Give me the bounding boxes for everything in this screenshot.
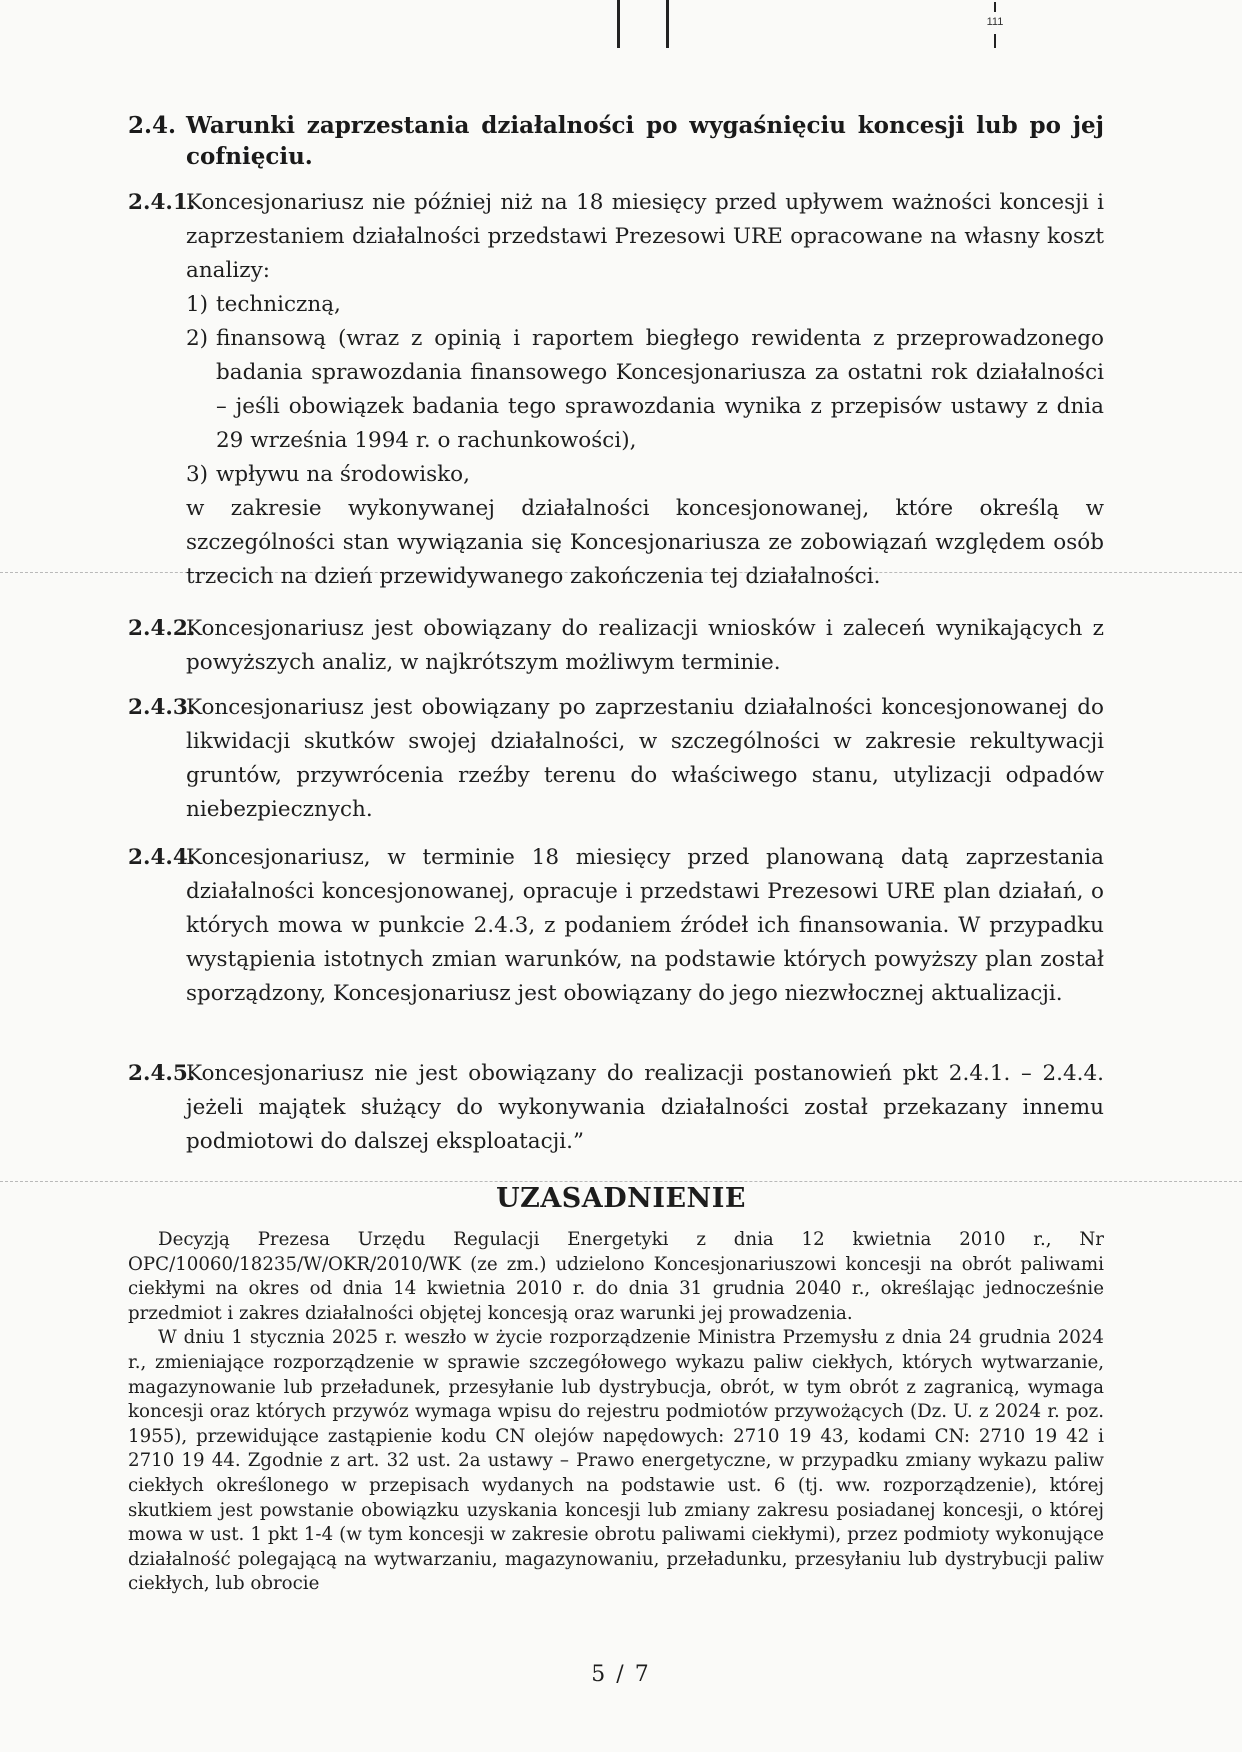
section-heading [128,110,1104,172]
fold-line [0,1181,1242,1182]
paragraph-2-4-1 [128,186,1104,594]
paragraph-text: Koncesjonariusz jest obowiązany do realizacji wniosków i zaleceń wynikających z powyższych analiz, w najkrótszym możliwym terminie. [186,616,1104,675]
paragraph-2-4-3 [128,691,1104,827]
page-marker-tick-top [994,2,996,12]
scan-marks [0,0,1242,60]
page-number: 5 / 7 [591,1662,651,1687]
paragraph-number: 2.4.3. [128,695,196,720]
paragraph-text: Koncesjonariusz jest obowiązany po zaprzestaniu działalności koncesjonowanej do likwidacji skutków swojej działalności, w szczególności w zakresie rekultywacji gruntów, przywrócenia rzeźby terenu do właściwego stanu, utylizacji odpadów niebezpiecznych. [186,695,1104,822]
section-title: Warunki zaprzestania działalności po wygaśnięciu koncesji lub po jej cofnięciu. [186,112,1104,170]
binding-mark-right [666,0,669,48]
paragraph-text: Koncesjonariusz nie jest obowiązany do realizacji postanowień pkt 2.4.1. – 2.4.4. jeżeli majątek służący do wykonywania działalności został przekazany innemu podmiotowi do dalszej eksploatacji.” [186,1061,1104,1154]
justification-body [128,1228,1104,1597]
paragraph-2-4-5 [128,1057,1104,1159]
paragraph-2-4-4 [128,841,1104,1011]
justification-paragraph: Decyzją Prezesa Urzędu Regulacji Energetyki z dnia 12 kwietnia 2010 r., Nr OPC/10060/18235/W/OKR/2010/WK (ze zm.) udzielono Koncesjonariuszowi koncesji na obrót paliwami ciekłymi na okres od dnia 14 kwietnia 2010 r. do dnia 31 grudnia 2040 r., określając jednocześnie przedmiot i zakres działalności objętej koncesją oraz warunki jej prowadzenia. [128,1229,1104,1324]
paragraph-number: 2.4.1. [128,190,196,215]
list-item: 3) wpływu na środowisko, [186,462,470,487]
section-number: 2.4. [128,112,177,139]
page-marker-number: 111 [986,16,1004,28]
paragraph-number: 2.4.4. [128,845,196,870]
list-item: 1) techniczną, [186,292,341,317]
paragraph-2-4-2 [128,612,1104,680]
justification-title: UZASADNIENIE [496,1183,746,1214]
binding-mark-left [617,0,620,48]
paragraph-number: 2.4.5. [128,1061,196,1086]
paragraph-intro: Koncesjonariusz nie później niż na 18 miesięcy przed upływem ważności koncesji i zaprzestaniem działalności przedstawi Prezesowi URE opracowane na własny koszt analizy: [186,190,1104,283]
paragraph-outro: w zakresie wykonywanej działalności koncesjonowanej, które określą w szczególności stan wywiązania się Koncesjonariusza ze zobowiązań względem osób trzecich na dzień przewidywanego zakończenia tej działalności. [186,496,1104,589]
page-marker-tick-bottom [994,34,996,48]
list-item: 2) finansową (wraz z opinią i raportem biegłego rewidenta z przeprowadzonego badania sprawozdania finansowego Koncesjonariusza za ostatni rok działalności – jeśli obowiązek badania tego sprawozdania wynika z przepisów ustawy z dnia 29 września 1994 r. o rachunkowości), [186,326,1104,453]
justification-paragraph: W dniu 1 stycznia 2025 r. weszło w życie rozporządzenie Ministra Przemysłu z dnia 24 grudnia 2024 r., zmieniające rozporządzenie w sprawie szczegółowego wykazu paliw ciekłych, których wytwarzanie, magazynowanie lub przeładunek, przesyłanie lub dystrybucja, obrót, w tym obrót z zagranicą, wymaga koncesji oraz których przywóz wymaga wpisu do rejestru podmiotów przywożących (Dz. U. z 2024 r. poz. 1955), przewidujące zastąpienie kodu CN olejów napędowych: 2710 19 43, kodami CN: 2710 19 42 i 2710 19 44. Zgodnie z art. 32 ust. 2a ustawy – Prawo energetyczne, w przypadku zmiany wykazu paliw ciekłych określonego w przepisach wydanych na podstawie ust. 6 (tj. ww. rozporządzenie), której skutkiem jest powstanie obowiązku uzyskania koncesji lub zmiany zakresu posiadanej koncesji, o której mowa w ust. 1 pkt 1-4 (w tym koncesji w zakresie obrotu paliwami ciekłymi), przez podmioty wykonujące działalność polegającą na wytwarzaniu, magazynowaniu, przeładunku, przesyłaniu lub dystrybucji paliw ciekłych, lub obrocie [128,1327,1104,1595]
analysis-list [186,288,1104,492]
paragraph-number: 2.4.2. [128,616,196,641]
paragraph-text: Koncesjonariusz, w terminie 18 miesięcy przed planowaną datą zaprzestania działalności koncesjonowanej, opracuje i przedstawi Prezesowi URE plan działań, o których mowa w punkcie 2.4.3, z podaniem źródeł ich finansowania. W przypadku wystąpienia istotnych zmian warunków, na podstawie których powyższy plan został sporządzony, Koncesjonariusz jest obowiązany do jego niezwłocznej aktualizacji. [186,845,1104,1006]
